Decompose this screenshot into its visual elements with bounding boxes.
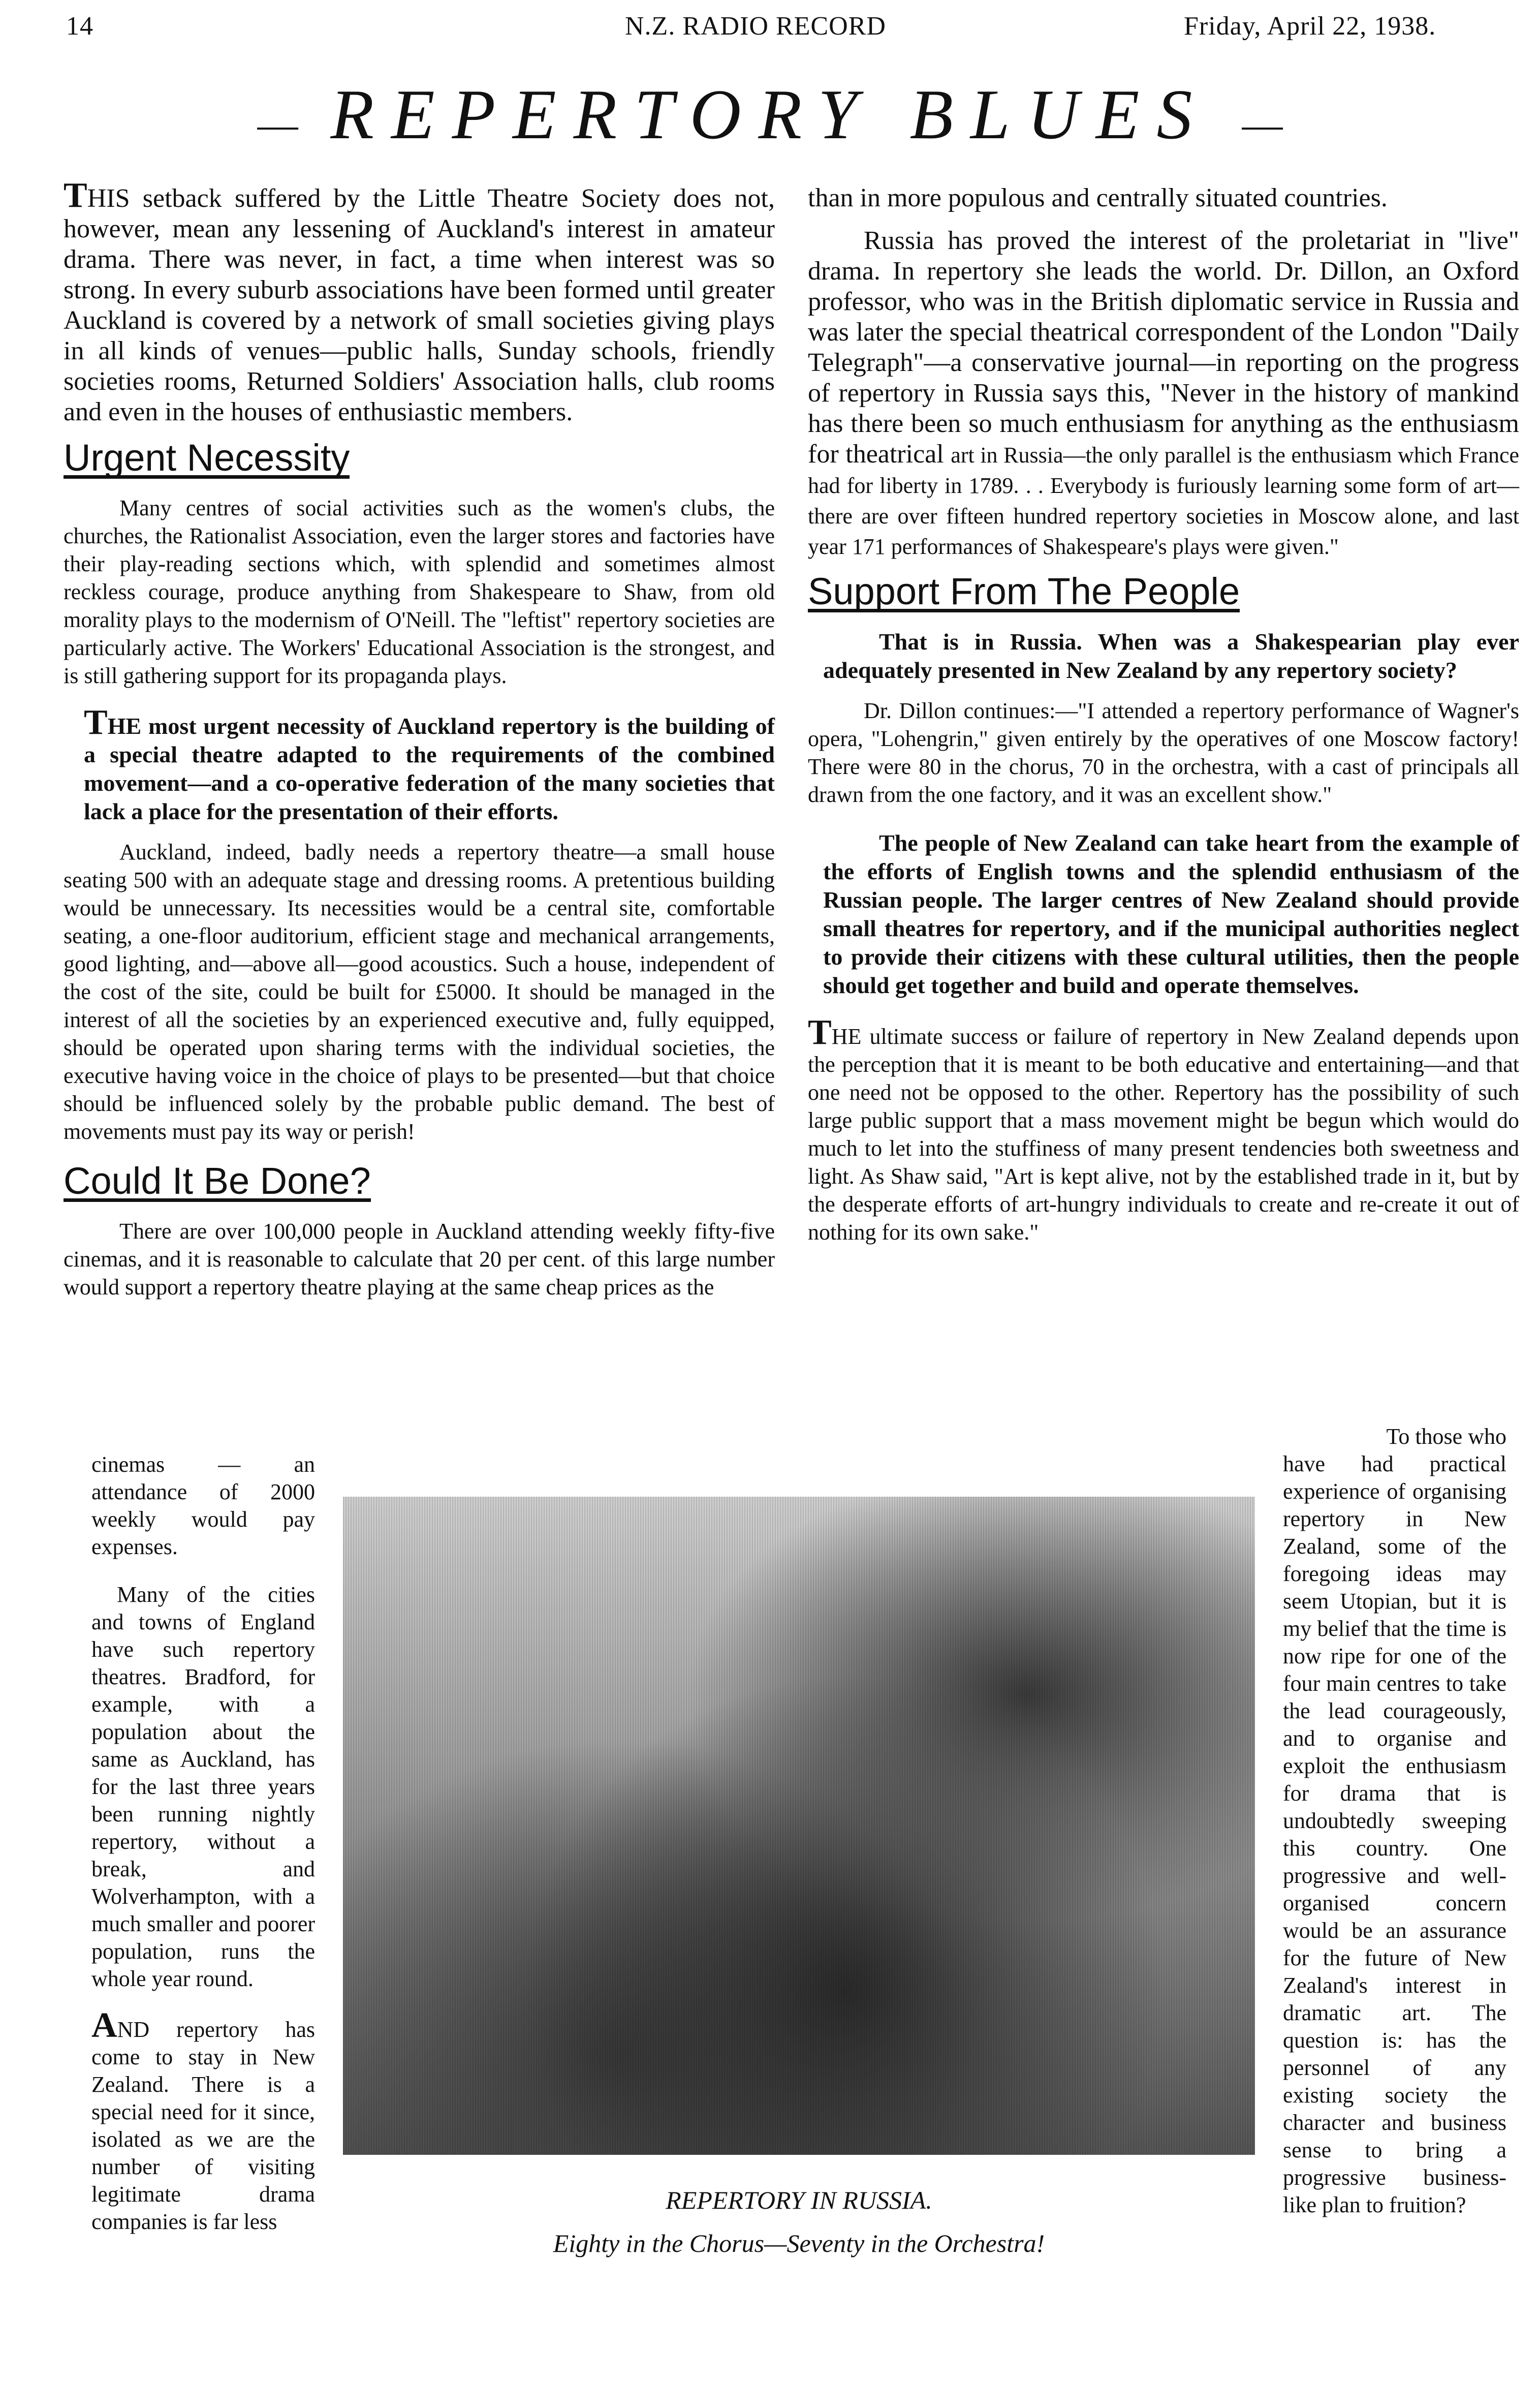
paragraph: Many of the cities and towns of England have such repertory theatres. Bradford, for example, with a population about the same as Auckland, has for the last three years been running nightly repertory, without a break, and Wolverhampton, with a much smaller and poorer population, runs the whole year round. xyxy=(91,1582,315,1991)
bold-callout-paragraph: The people of New Zealand can take heart from the example of the efforts of English towns and the splendid enthusiasm of the Russian people. The larger centres of New Zealand should provide small theatres for repertory, and if the municipal authorities neglect to provide their citizens with these cultural utilities, then the people should get together and build and operate themselves. xyxy=(823,830,1519,998)
section-heading-urgent-necessity: Urgent Necessity xyxy=(64,437,350,479)
bold-callout-paragraph: THE most urgent necessity of Auckland repertory is the building of a special theatre adapted to the requirements of the combined movement—and a co-operative federation of the many societies that lack a place for the presentation of their efforts. xyxy=(84,703,775,824)
paragraph: Russia has proved the interest of the proletariat in "live" drama. In repertory she leads the world. Dr. Dillon, an Oxford professor, who was in the British diplomatic service in Russia and was later the special theatrical correspondent of the London "Daily Telegraph"—a conservative journal—in reporting on the progress of repertory in Russia says this, "Never in the history of mankind has there been so much enthusiasm for anything as the enthusiasm for theatrical art in Russia—the only parallel is the enthusiasm which France had for liberty in 1789. . . Everybody is furiously learning some form of art—there are over fifteen hundred repertory societies in Moscow alone, and last year 171 performances of Shakespeare's plays were given." xyxy=(808,226,1519,559)
paragraph: THE ultimate success or failure of repertory in New Zealand depends upon the perception that it is meant to be both educative and entertaining—and that one need not be opposed to the other. Repertory has the possibility of such large public support that a mass movement might be begun which would do much to let into the stuffiness of many present tendencies both sweetness and light. As Shaw said, "Art is kept alive, not by the established trade in it, but by the desperate efforts of art-hungry individuals to create and re-create it out of nothing for its own sake." xyxy=(808,1013,1519,1245)
issue-date: Friday, April 22, 1938. xyxy=(1184,12,1436,41)
drop-cap: T xyxy=(64,176,87,215)
title-dash-left: — xyxy=(257,103,298,147)
paragraph: have had practical experience of organising repertory in New Zealand, some of the foregoing ideas may seem Utopian, but it is my belief that the time is now ripe for one of the four main centres to take the lead courageously, and to organise and exploit the enthusiasm for drama that is undoubtedly sweeping this country. One progressive and well-organised concern would be an assurance for the future of New Zealand's interest in dramatic art. The question is: has the personnel of any existing society the character and business sense to bring a progressive business-like plan to fruition? xyxy=(1283,1451,1506,2217)
section-heading-could-it-be-done: Could It Be Done? xyxy=(64,1160,371,1202)
drop-cap: T xyxy=(808,1013,832,1052)
bold-callout-paragraph: That is in Russia. When was a Shakespearian play ever adequately presented in New Zealand by any repertory society? xyxy=(823,629,1519,683)
paragraph: Auckland, indeed, badly needs a repertory theatre—a small house seating 500 with an adequate stage and dressing rooms. A pretentious building would be unnecessary. Its necessities would be a central site, comfortable seating, a one-floor auditorium, efficient stage and mechanical arrangements, good lighting, and—above all—good acoustics. Such a house, independent of the cost of the site, could be built for £5000. It should be managed in the interest of all the societies by an experienced executive and, fully equipped, should be operated upon sharing terms with the individual societies, the executive having voice in the choice of plays to be presented—but that choice should be influenced solely by the probable public demand. The best of movements must pay its way or perish! xyxy=(64,840,775,1144)
article-title-row xyxy=(0,74,1540,156)
page-number: 14 xyxy=(66,12,93,41)
publication-name: N.Z. RADIO RECORD xyxy=(625,12,886,41)
paragraph: AND repertory has come to stay in New Zealand. There is a special need for it since, isolated as we are the number of visiting legitimate drama companies is far less xyxy=(91,2006,315,2234)
intro-paragraph: THIS setback suffered by the Little Theatre Society does not, however, mean any lessening of Auckland's interest in amateur drama. There was never, in fact, a time when interest was so strong. In every suburb associations have been formed until greater Auckland is covered by a network of small societies giving plays in all kinds of venues—public halls, Sunday schools, friendly societies rooms, Returned Soldiers' Association halls, club rooms and even in the houses of enthusiastic members. xyxy=(64,176,775,426)
photo-caption-title: REPERTORY IN RUSSIA. xyxy=(666,2186,932,2214)
photo-caption-subtitle: Eighty in the Chorus—Seventy in the Orchestra! xyxy=(553,2229,1045,2257)
paragraph: There are over 100,000 people in Auckland attending weekly fifty-five cinemas, and it is reasonable to calculate that 20 per cent. of this large number would support a repertory theatre playing at the same cheap prices as the xyxy=(64,1219,775,1300)
drop-cap: A xyxy=(91,2006,117,2045)
section-heading-support-from-the-people: Support From The People xyxy=(808,570,1240,612)
paragraph: Dr. Dillon continues:—"I attended a repertory performance of Wagner's opera, "Lohengrin," given entirely by the operatives of one Moscow factory! There were 80 in the chorus, 70 in the orchestra, with a cast of principals all drawn from the one factory, and it was an excellent show." xyxy=(808,698,1519,807)
paragraph-lead: To those who xyxy=(1386,1424,1506,1449)
title-dash-right: — xyxy=(1242,103,1283,147)
drop-cap: T xyxy=(84,703,108,742)
paragraph: than in more populous and centrally situated countries. xyxy=(808,183,1388,212)
left-column xyxy=(64,176,775,1313)
right-column xyxy=(808,183,1519,1258)
right-narrow-column xyxy=(1283,1423,1506,2239)
left-narrow-column xyxy=(91,1451,315,2256)
photo-repertory-in-russia xyxy=(343,1497,1255,2155)
article-title: REPERTORY BLUES xyxy=(330,75,1210,154)
paragraph: Many centres of social activities such as the women's clubs, the churches, the Rationalist Association, even the larger stores and factories have their play-reading sections which, with splendid and sometimes almost reckless courage, produce anything from Shakespeare to Shaw, from old morality plays to the modernism of O'Neill. The "leftist" repertory societies are particularly active. The Workers' Educational Association is the strongest, and is still gathering support for its propaganda plays. xyxy=(64,496,775,688)
paragraph: cinemas — an attendance of 2000 weekly would pay expenses. xyxy=(91,1452,315,1559)
